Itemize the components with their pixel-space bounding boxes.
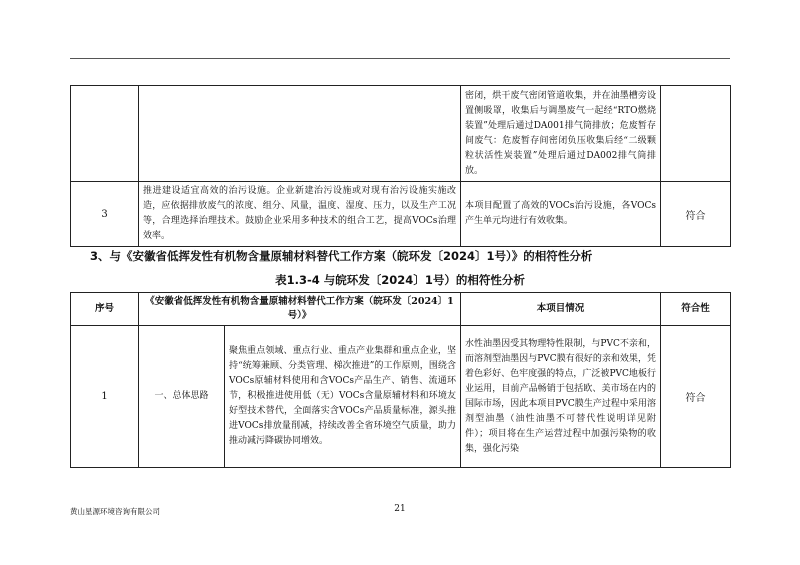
header-situation: 本项目情况: [461, 293, 661, 326]
table-row: [71, 182, 731, 247]
category-cell: 一、总体思路: [139, 326, 225, 468]
requirement-cell: 推进建设适宜高效的治污设施。企业新建治污设施或对现有治污设施实施改造，应依据排放废气的浓度、组分、风量，温度、湿度、压力，以及生产工况等，合理选择治理技术。鼓励企业采用多种技术的组合工艺，提高VOCs治理效率。: [139, 182, 461, 247]
table-continued: [70, 85, 731, 247]
table-header-row: [71, 293, 731, 326]
situation-cell: 密闭，烘干废气密闭管道收集，并在油墨槽旁设置侧吸罩，收集后与调墨废气一起经“RTO燃烧装置”处理后通过DA001排气筒排放；危废暂存间废气：危废暂存间密闭负压收集后经“二级颗粒状活性炭装置”处理后通过DA002排气筒排放。: [461, 86, 661, 182]
conformity-cell: [661, 86, 731, 182]
table-row: [71, 86, 731, 182]
situation-cell: 水性油墨因受其物理特性限制，与PVC不亲和，而溶剂型油墨因与PVC膜有很好的亲和效果，凭着色彩好、色牢度强的特点，广泛被PVC地板行业运用，目前产品畅销于包括欧、美市场在内的国际市场，因此本项目PVC膜生产过程中采用溶剂型油墨（油性油墨不可替代性说明详见附件）；项目将在生产运营过程中加强污染物的收集，强化污染: [461, 326, 661, 468]
row-number: [71, 86, 139, 182]
footer-company: 黄山星源环境咨询有限公司: [70, 507, 160, 516]
page-number: 21: [394, 504, 406, 514]
header-rule: [70, 58, 730, 59]
table-row: [71, 326, 731, 468]
section-heading: 3、与《安徽省低挥发性有机物含量原辅材料替代工作方案（皖环发〔2024〕1号）》的相符性分析: [90, 249, 593, 263]
requirement-cell: 聚焦重点领域、重点行业、重点产业集群和重点企业，坚持“统筹兼顾、分类管理、梯次推进”的工作原则，围绕含VOCs原辅材料使用和含VOCs产品生产、销售、流通环节，积极推进使用低（无）VOCs含量原辅材料和环境友好型技术替代，全面落实含VOCs产品质量标准，源头推进VOCs排放量削减，持续改善全省环境空气质量，助力推动减污降碳协同增效。: [225, 326, 461, 468]
table-caption: 表1.3-4 与皖环发〔2024〕1号）的相符性分析: [275, 273, 525, 287]
header-conformity: 符合性: [661, 293, 731, 326]
conformity-cell: 符合: [661, 326, 731, 468]
conformity-cell: 符合: [661, 182, 731, 247]
header-num: 序号: [71, 293, 139, 326]
row-number: 3: [71, 182, 139, 247]
header-requirement: 《安徽省低挥发性有机物含量原辅材料替代工作方案（皖环发〔2024〕1号）》: [139, 293, 461, 326]
requirement-cell: [139, 86, 461, 182]
situation-cell: 本项目配置了高效的VOCs治污设施，各VOCs产生单元均进行有效收集。: [461, 182, 661, 247]
conformity-table: [70, 292, 731, 468]
row-number: 1: [71, 326, 139, 468]
